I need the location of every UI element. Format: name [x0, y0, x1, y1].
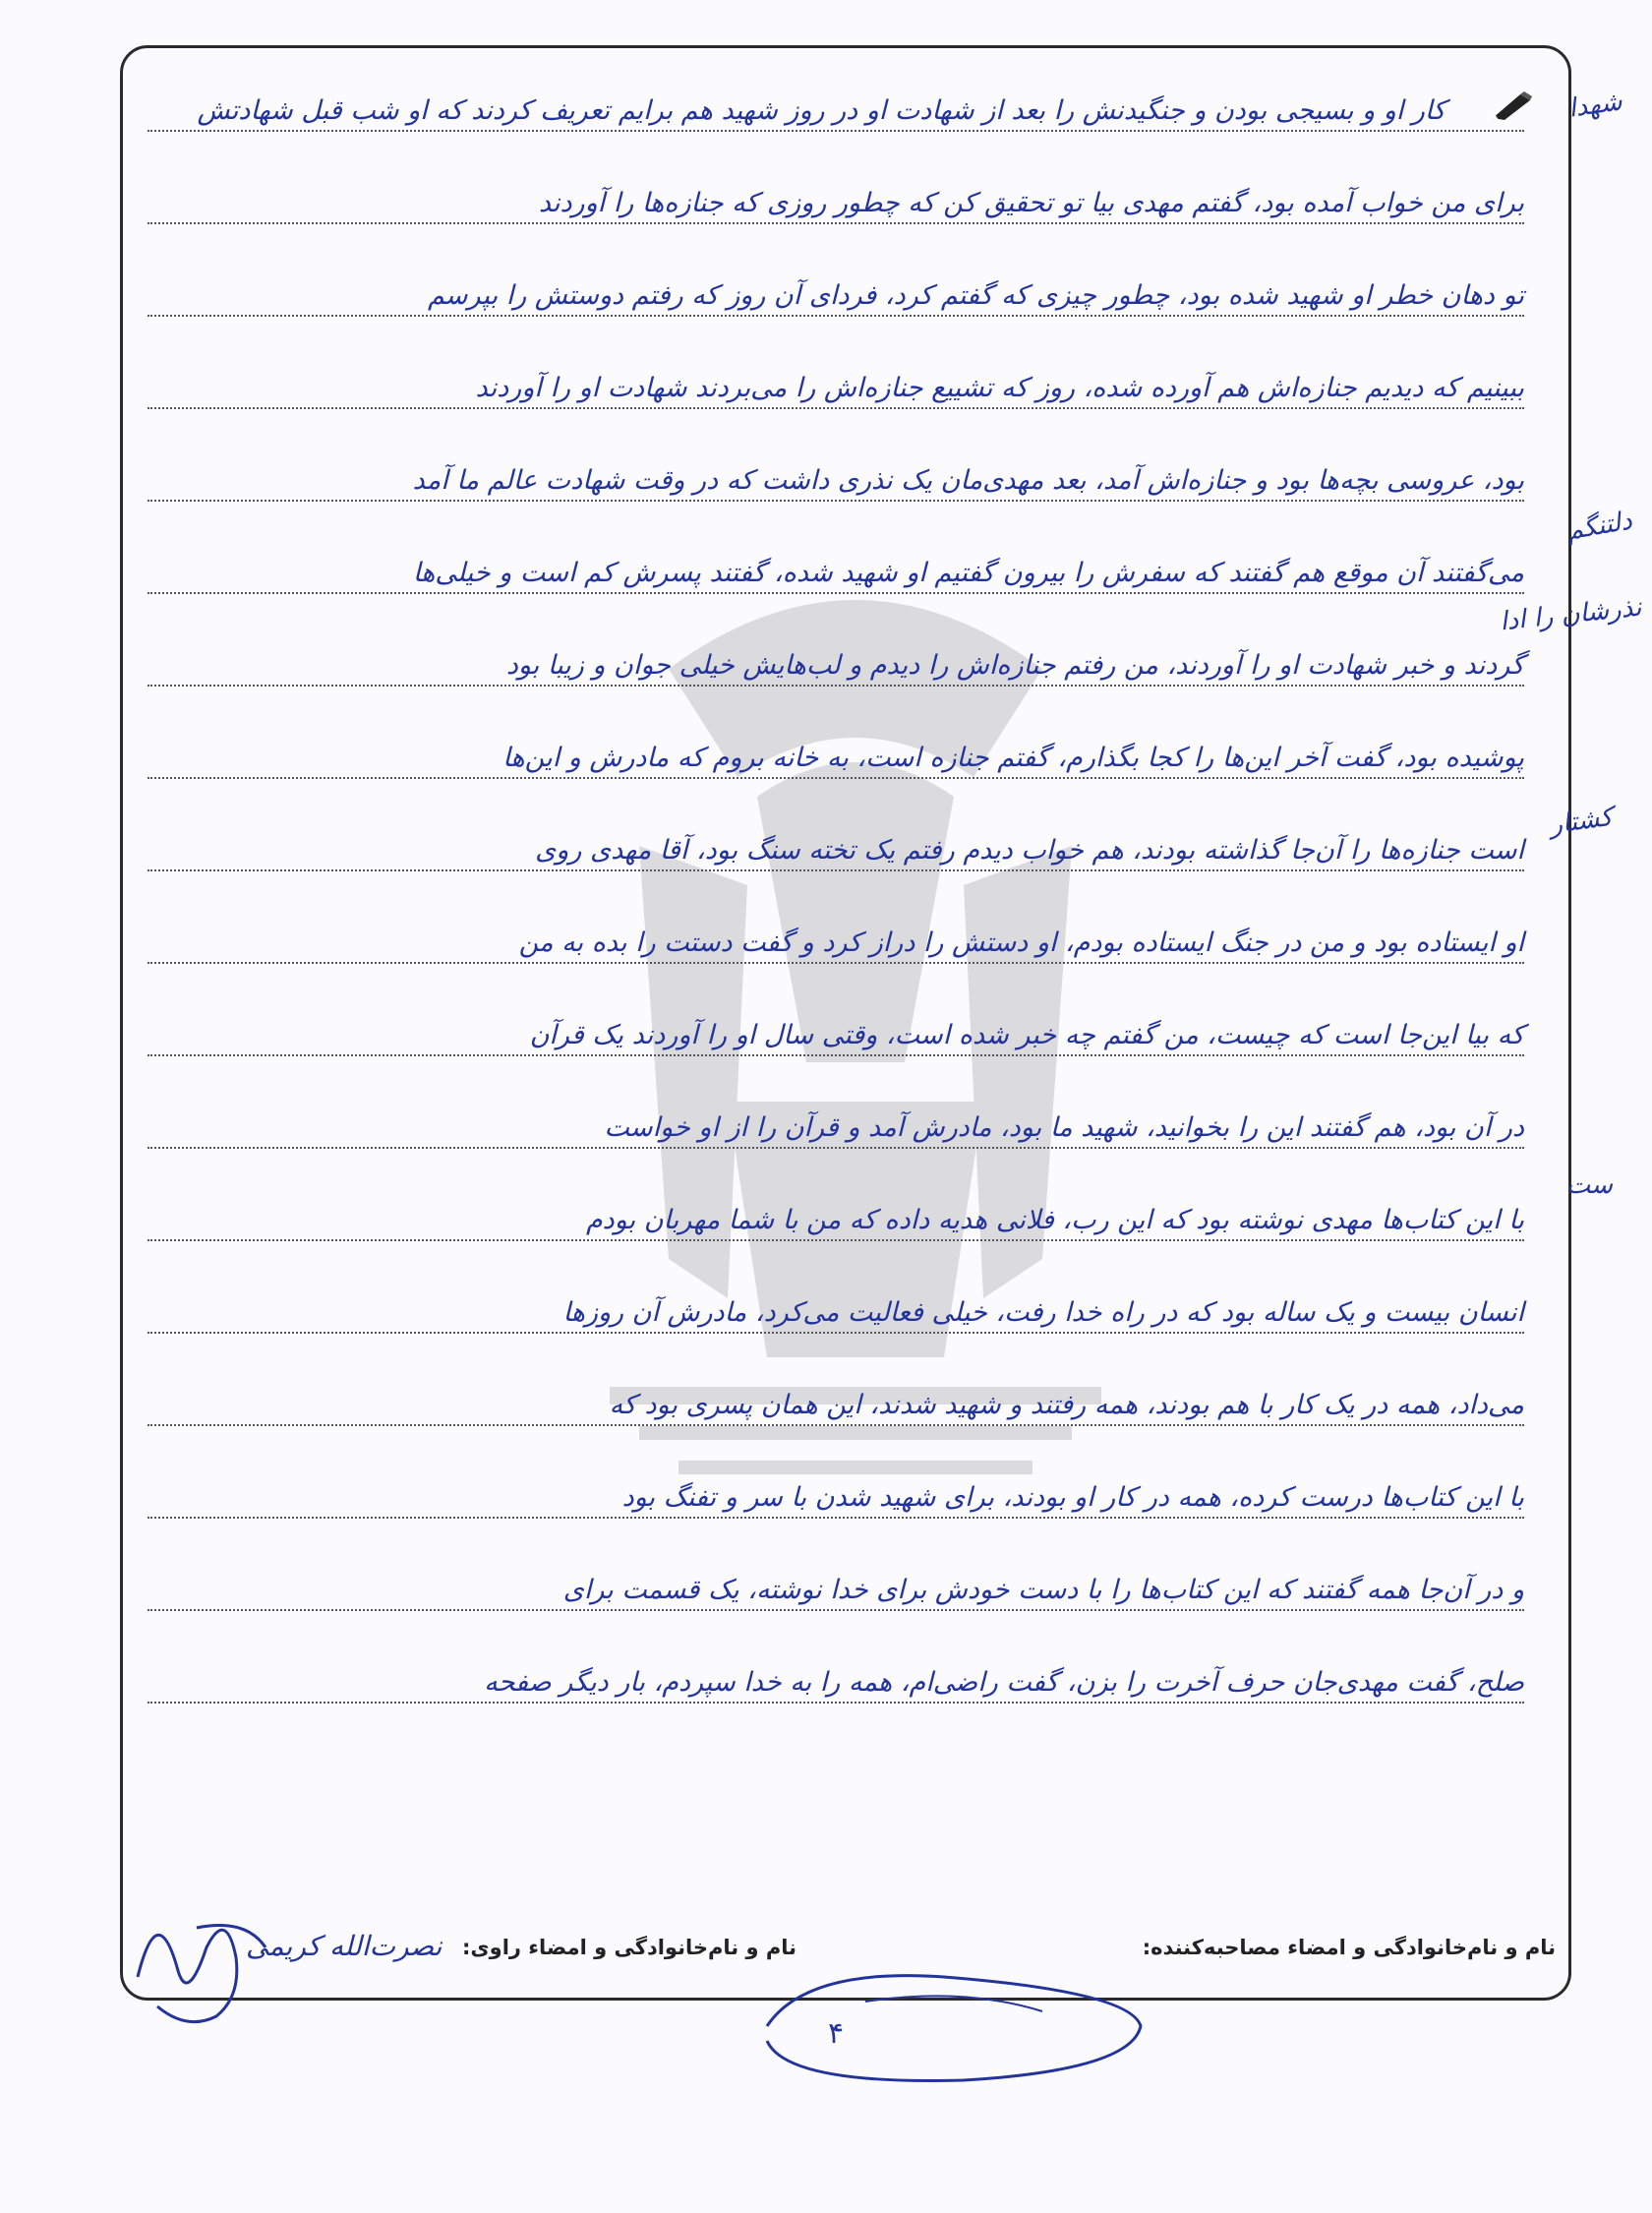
handwritten-text: انسان بیست و یک ساله بود که در راه خدا رفت، خیلی فعالیت می‌کرد، مادرش آن روزها	[562, 1297, 1524, 1328]
handwritten-text: با این کتاب‌ها مهدی نوشته بود که این رب، فلانی هدیه داده که من با شما مهربان بودم	[585, 1205, 1524, 1235]
handwritten-text: کار او و بسیجی بودن و جنگیدنش را بعد از شهادت او در روز شهید هم برایم تعریف کردند که او شب قبل شهادتش	[197, 95, 1446, 126]
ruled-line	[148, 1082, 1524, 1149]
handwritten-text: می‌گفتند آن موقع هم گفتند که سفرش را بیرون گفتیم او شهید شده، گفتند پسرش کم است و خیلی‌ها	[412, 558, 1524, 588]
narrator-signature-label: نام و نام‌خانوادگی و امضاء راوی:	[462, 1936, 796, 1959]
handwritten-text: می‌داد، همه در یک کار با هم بودند، همه رفتند و شهید شدند، این همان پسری بود که	[609, 1390, 1524, 1420]
handwritten-text: تو دهان خطر او شهید شده بود، چطور چیزی که گفتم کرد، فردای آن روز که رفتم دوستش را بپرسم	[427, 280, 1524, 311]
ruled-line	[148, 342, 1524, 409]
handwritten-text: او ایستاده بود و من در جنگ ایستاده بودم، او دستش را دراز کرد و گفت دستت را بده به من	[518, 927, 1524, 958]
ruled-line	[148, 620, 1524, 687]
handwritten-text: برای من خواب آمده بود، گفتم مهدی بیا تو تحقیق کن که چطور روزی که جنازه‌ها را آوردند	[538, 188, 1524, 218]
handwritten-text: گردند و خبر شهادت او را آوردند، من رفتم جنازه‌اش را دیدم و لب‌هایش خیلی جوان و زیبا بود	[505, 650, 1524, 681]
ruled-line	[148, 989, 1524, 1056]
page-number: ۴	[828, 2016, 845, 2051]
ruled-line	[148, 712, 1524, 779]
handwritten-text: در آن بود، هم گفتند این را بخوانید، شهید ما بود، مادرش آمد و قرآن را از او خواست	[604, 1112, 1524, 1143]
ruled-line	[148, 65, 1524, 132]
ruled-line	[148, 435, 1524, 502]
margin-note: دلتنگم	[1564, 506, 1635, 547]
ruled-line	[148, 1452, 1524, 1519]
ruled-line	[148, 250, 1524, 317]
ruled-line	[148, 527, 1524, 594]
ruled-line	[148, 157, 1524, 224]
ruled-line	[148, 805, 1524, 871]
handwritten-text: بود، عروسی بچه‌ها بود و جنازه‌اش آمد، بعد مهدی‌مان یک نذری داشت که در وقت شهادت عالم ما آمد	[412, 465, 1524, 496]
interviewer-signature	[747, 1957, 1160, 2095]
handwritten-text: پوشیده بود، گفت آخر این‌ها را کجا بگذارم، گفتم جنازه است، به خانه بروم که مادرش و این‌ها	[502, 743, 1524, 773]
ruled-line	[148, 1359, 1524, 1426]
ruled-line	[148, 1637, 1524, 1704]
narrator-name: نصرت‌الله کریمی	[246, 1930, 442, 1962]
margin-note: شهدا	[1566, 87, 1624, 124]
handwritten-text: صلح، گفت مهدی‌جان حرف آخرت را بزن، گفت راضی‌ام، همه را به خدا سپردم، بار دیگر صفحه	[484, 1667, 1524, 1698]
margin-note: ست	[1565, 1170, 1613, 1200]
interviewer-signature-label: نام و نام‌خانوادگی و امضاء مصاحبه‌کننده:	[1142, 1936, 1556, 1959]
ruled-line	[148, 897, 1524, 964]
handwritten-text: است جنازه‌ها را آن‌جا گذاشته بودند، هم خواب دیدم رفتم یک تخته سنگ بود، آقا مهدی روی	[535, 835, 1524, 866]
ruled-line	[148, 1544, 1524, 1611]
handwritten-text: و در آن‌جا همه گفتند که این کتاب‌ها را با دست خودش برای خدا نوشته، یک قسمت برای	[562, 1575, 1524, 1605]
handwritten-text: ببینیم که دیدیم جنازه‌اش هم آورده شده، روز که تشییع جنازه‌اش را می‌بردند شهادت او را آوردند	[475, 373, 1524, 403]
narrator-signature	[118, 1888, 285, 2036]
margin-note: کشتار	[1548, 802, 1615, 841]
ruled-line	[148, 1267, 1524, 1334]
ruled-line	[148, 1174, 1524, 1241]
margin-note: نذرشان را ادا	[1499, 592, 1644, 637]
handwritten-text: با این کتاب‌ها درست کرده، همه در کار او بودند، برای شهید شدن با سر و تفنگ بود	[621, 1482, 1524, 1513]
handwritten-text: که بیا این‌جا است که چیست، من گفتم چه خبر شده است، وقتی سال او را آوردند یک قرآن	[529, 1020, 1524, 1050]
